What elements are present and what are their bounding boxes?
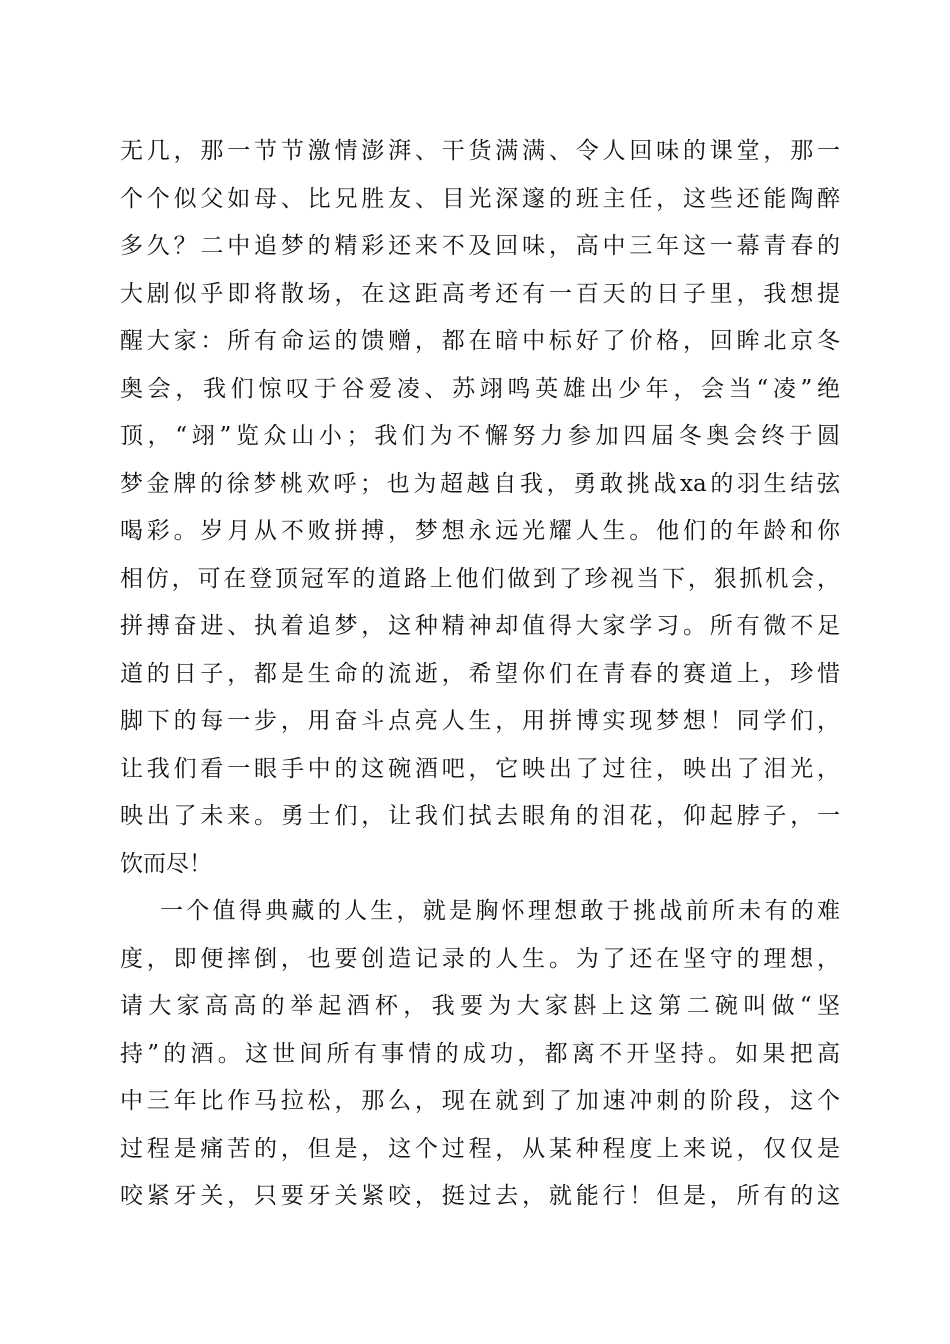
text-line: 度，即便摔倒，也要创造记录的人生。为了还在坚守的理想， — [120, 945, 840, 972]
paragraph-2 — [120, 888, 840, 1221]
text-line: 映出了未来。勇士们，让我们拭去眼角的泪花，仰起脖子，一 — [120, 803, 840, 829]
text-line: 咬紧牙关，只要牙关紧咬，挺过去，就能行！但是，所有的这 — [120, 1183, 840, 1209]
text-line: 相仿，可在登顶冠军的道路上他们做到了珍视当下，狠抓机会， — [120, 565, 840, 592]
text-line: 奥会，我们惊叹于谷爱凌、苏翊鸣英雄出少年，会当“凌”绝 — [120, 375, 840, 402]
text-line: 一个值得典藏的人生，就是胸怀理想敢于挑战前所未有的难 — [160, 898, 840, 924]
text-line: 道的日子，都是生命的流逝，希望你们在青春的赛道上，珍惜 — [120, 660, 840, 687]
text-line: 顶，“翊”览众山小；我们为不懈努力参加四届冬奥会终于圆 — [120, 423, 840, 449]
text-line: 醒大家：所有命运的馈赠，都在暗中标好了价格，回眸北京冬 — [120, 328, 840, 354]
text-line: 无几，那一节节激情澎湃、干货满满、令人回味的课堂，那一 — [120, 138, 840, 164]
text-line: 拼搏奋进、执着追梦，这种精神却值得大家学习。所有微不足 — [120, 613, 840, 639]
text-line: 脚下的每一步，用奋斗点亮人生，用拼博实现梦想！同学们， — [120, 708, 840, 734]
text-line: 饮而尽！ — [120, 850, 212, 877]
paragraph-1 — [120, 128, 840, 888]
body-text — [120, 128, 840, 1221]
text-line: 持”的酒。这世间所有事情的成功，都离不开坚持。如果把高 — [120, 1040, 840, 1067]
text-line: 让我们看一眼手中的这碗酒吧，它映出了过往，映出了泪光， — [120, 755, 840, 782]
text-line: 过程是痛苦的，但是，这个过程，从某种程度上来说，仅仅是 — [120, 1135, 840, 1162]
text-line: 个个似父如母、比兄胜友、目光深邃的班主任，这些还能陶醉 — [120, 185, 840, 212]
text-line: 喝彩。岁月从不败拼搏，梦想永远光耀人生。他们的年龄和你 — [120, 518, 840, 544]
text-line: 梦金牌的徐梦桃欢呼；也为超越自我，勇敢挑战xa的羽生结弦 — [120, 470, 840, 497]
text-line: 中三年比作马拉松，那么，现在就到了加速冲刺的阶段，这个 — [120, 1088, 840, 1114]
text-line: 多久？二中追梦的精彩还来不及回味，高中三年这一幕青春的 — [120, 233, 840, 259]
text-line: 大剧似乎即将散场，在这距高考还有一百天的日子里，我想提 — [120, 280, 840, 307]
text-line: 请大家高高的举起酒杯，我要为大家斟上这第二碗叫做“坚 — [120, 993, 840, 1019]
